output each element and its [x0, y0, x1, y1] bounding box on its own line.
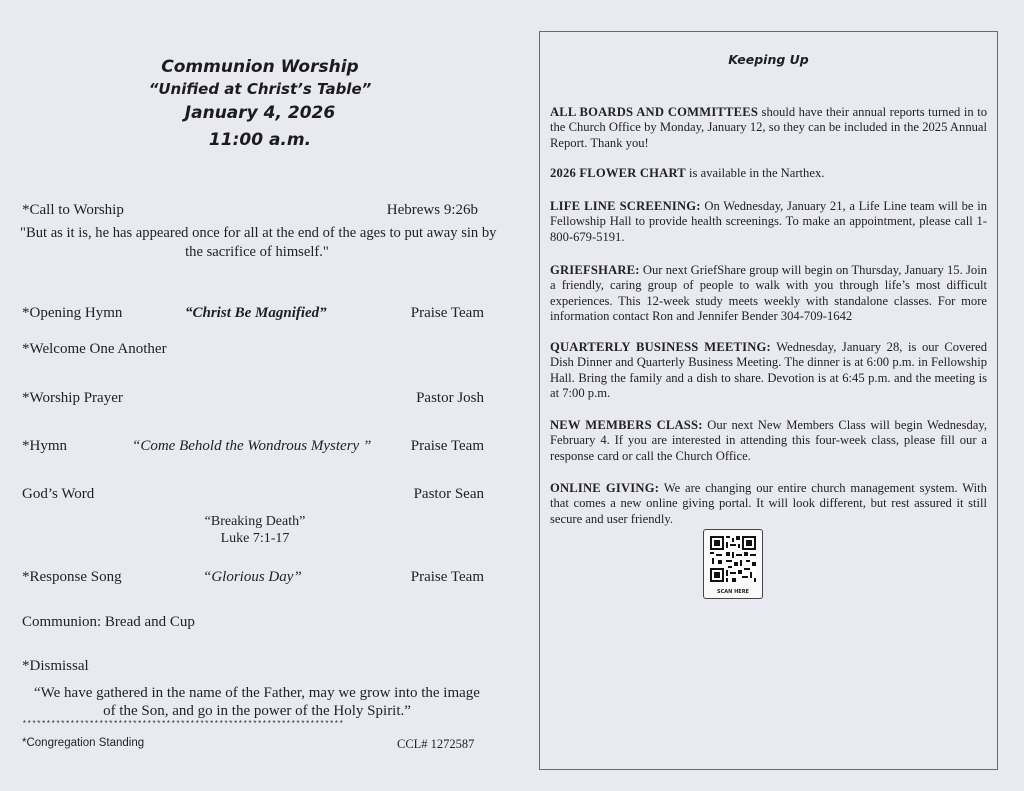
announcement-heading: LIFE LINE SCREENING: — [550, 199, 701, 213]
announcement-heading: QUARTERLY BUSINESS MEETING: — [550, 340, 771, 354]
announcement-text: Our next New Members Class will begin Wednesday, February 4. If you are interested in attending this four-week class, please fill our a response card or call the Church Office. — [550, 418, 988, 463]
worship-prayer-leader: Pastor Josh — [416, 390, 484, 406]
ccl-license: CCL# 1272587 — [397, 737, 475, 751]
welcome-label: *Welcome One Another — [22, 341, 167, 357]
benediction-line2: of the Son, and go in the power of the Holy Spirit.” — [103, 703, 411, 719]
qr-code-icon — [710, 536, 756, 582]
gods-word-label: God’s Word — [22, 486, 95, 502]
service-time: 11:00 a.m. — [208, 130, 312, 150]
service-theme: “Unified at Christ’s Table” — [148, 80, 372, 98]
announcement-heading: GRIEFSHARE: — [550, 263, 640, 277]
call-scripture-line1: "But as it is, he has appeared once for all at the end of the ages to put away sin by — [20, 225, 497, 241]
announcement-boards — [550, 105, 987, 151]
call-label: *Call to Worship — [22, 202, 124, 218]
qr-caption: SCAN HERE — [717, 589, 749, 595]
worship-prayer-label: *Worship Prayer — [22, 390, 123, 406]
response-song-leader: Praise Team — [410, 569, 484, 585]
call-scripture-line2: the sacrifice of himself." — [185, 244, 329, 260]
announcement-text: is available in the Narthex. — [685, 166, 825, 180]
announcement-text: Wednesday, January 28, is our Covered Dish Dinner and Quarterly Business Meeting. The dinner is at 6:00 p.m. in Fellowship Hall. Bring the family and a dish to share. Devotion is at 6:45 p.m. and the meeting is at 7:00 p.m. — [550, 340, 987, 401]
call-reference: Hebrews 9:26b — [386, 202, 478, 218]
service-title: Communion Worship — [161, 57, 359, 77]
announcement-heading: ALL BOARDS AND COMMITTEES — [550, 105, 759, 119]
benediction-line1: “We have gathered in the name of the Father, may we grow into the image — [34, 685, 480, 701]
hymn-label: *Hymn — [22, 438, 67, 454]
announcement-griefshare — [550, 263, 987, 325]
hymn-title: “Come Behold the Wondrous Mystery ” — [132, 438, 372, 454]
announcement-flower-chart — [550, 166, 987, 181]
response-song-label: *Response Song — [22, 569, 122, 585]
congregation-standing-note: *Congregation Standing — [22, 737, 145, 749]
gods-word-leader: Pastor Sean — [413, 486, 484, 502]
announcement-text: should have their annual reports turned in to the Church Office by Monday, January 12, so they can be included in the 2025 Annual Report. Thank you! — [550, 105, 987, 150]
announcement-business-meeting — [550, 340, 987, 402]
communion-label: Communion: Bread and Cup — [22, 614, 195, 630]
announcement-text: Our next GriefShare group will begin on Thursday, January 15. Join a friendly, caring group of people to walk with you through life’s most difficult experiences. This 12-week study meets weekly with standalone classes. For more information contact Ron and Jennifer Bender 304-709-1642 — [550, 263, 987, 324]
keeping-up-title: Keeping Up — [728, 52, 809, 67]
dismissal-label: *Dismissal — [22, 658, 89, 674]
star-divider: ******************************************************************* — [22, 720, 344, 729]
hymn-leader: Praise Team — [410, 438, 484, 454]
qr-code[interactable] — [703, 529, 763, 599]
announcement-new-members — [550, 418, 987, 464]
keeping-up-box — [539, 31, 998, 770]
announcement-heading: 2026 FLOWER CHART — [550, 166, 686, 180]
opening-hymn-title: “Christ Be Magnified” — [185, 305, 327, 321]
opening-hymn-label: *Opening Hymn — [22, 305, 123, 321]
sermon-reference: Luke 7:1-17 — [220, 531, 290, 546]
service-date: January 4, 2026 — [184, 103, 336, 123]
announcement-text: We are changing our entire church management system. With that comes a new online giving portal. It will look different, but rest assured it still secure and user friendly. — [550, 481, 987, 526]
sermon-title: “Breaking Death” — [204, 514, 306, 529]
announcement-heading: NEW MEMBERS CLASS: — [550, 418, 703, 432]
response-song-title: “Glorious Day” — [203, 569, 302, 585]
opening-hymn-leader: Praise Team — [410, 305, 484, 321]
announcement-life-line — [550, 199, 987, 245]
announcement-text: On Wednesday, January 21, a Life Line team will be in Fellowship Hall to provide health screenings. To make an appointment, please call 1-800-679-5191. — [550, 199, 987, 244]
announcement-heading: ONLINE GIVING: — [550, 481, 660, 495]
announcement-online-giving — [550, 481, 987, 527]
